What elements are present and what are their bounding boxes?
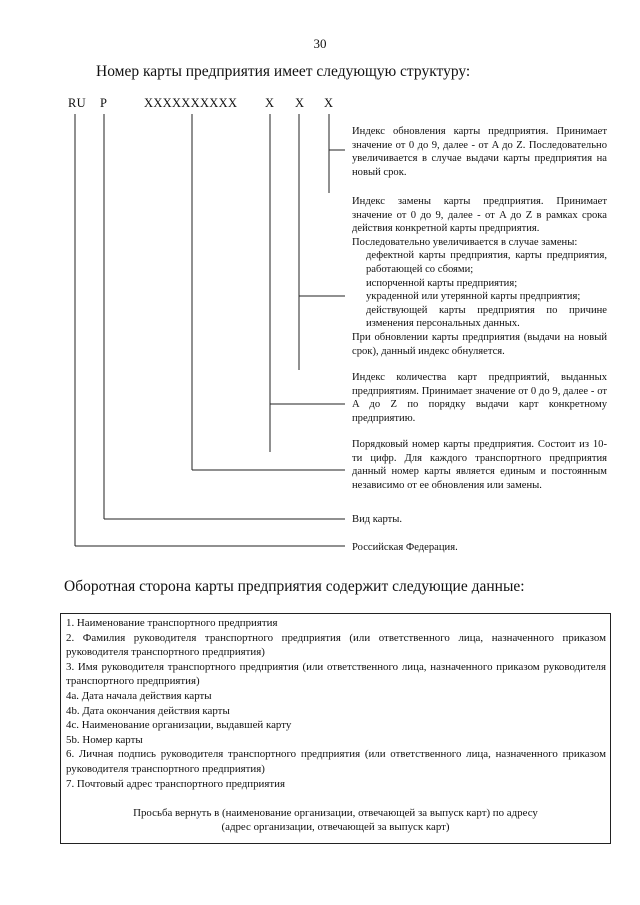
code-type: P <box>100 96 108 110</box>
update-index-description: Индекс обновления карты предприятия. Принимает значение от 0 до 9, далее - от A до Z. Последовательно увеличивается в случае выдачи карты предприятия на новый срок. <box>352 126 607 178</box>
country-description: Российская Федерация. <box>352 542 458 553</box>
back-side-item: 5b. Номер карты <box>66 733 143 746</box>
back-side-list <box>66 616 606 791</box>
return-note-line: Просьба вернуть в (наименование организации, отвечающей за выпуск карт) по адресу <box>133 807 538 819</box>
page-number: 30 <box>313 36 327 51</box>
replacement-intro: Индекс замены карты предприятия. Принимает значение от 0 до 9, далее - от A до Z в рамках срока действия конкретной карты предприятия. <box>352 196 607 235</box>
return-note <box>61 807 610 834</box>
code-update-index: X <box>324 96 334 110</box>
back-side-item: 6. Личная подпись руководителя транспортного предприятия (или ответственного лица, назначенного приказом руководителя транспортного предприятия) <box>66 748 606 775</box>
back-side-item: 4b. Дата окончания действия карты <box>66 704 230 717</box>
back-side-item: 4c. Наименование организации, выдавшей карту <box>66 719 292 732</box>
replacement-outro: При обновлении карты предприятия (выдачи на новый срок), данный индекс обнуляется. <box>352 331 607 357</box>
back-side-item: 4a. Дата начала действия карты <box>66 689 212 702</box>
back-side-heading: Оборотная сторона карты предприятия содержит следующие данные: <box>64 578 525 595</box>
replacement-item: действующей карты предприятия по причине изменения персональных данных. <box>366 304 607 330</box>
structure-heading: Номер карты предприятия имеет следующую структуру: <box>96 63 471 80</box>
replacement-item: украденной или утерянной карты предприятия; <box>366 291 581 303</box>
code-country: RU <box>68 96 86 110</box>
replacement-item: испорченной карты предприятия; <box>366 277 518 289</box>
replacement-index-description <box>352 195 607 358</box>
serial-number-description: Порядковый номер карты предприятия. Состоит из 10-ти цифр. Для каждого транспортного предприятия данный номер карты является единым и постоянным независимо от ее обновления или замены. <box>352 439 607 491</box>
count-index-description: Индекс количества карт предприятий, выданных предприятиям. Принимает значение от 0 до 9, далее - от A до Z по порядку выдачи карт конкретному предприятию. <box>352 372 607 424</box>
card-type-description: Вид карты. <box>352 514 403 525</box>
back-side-item: 2. Фамилия руководителя транспортного предприятия (или ответственного лица, назначенного приказом руководителя транспортного предприятия) <box>66 631 606 659</box>
code-serial: XXXXXXXXXX <box>144 96 238 110</box>
back-side-item: 3. Имя руководителя транспортного предприятия (или ответственного лица, назначенного приказом руководителя транспортного предприятия) <box>66 660 606 688</box>
return-note-line: (адрес организации, отвечающей за выпуск карт) <box>221 820 450 833</box>
back-side-item: 1. Наименование транспортного предприятия <box>66 617 278 629</box>
back-side-box <box>60 613 611 844</box>
replacement-item: дефектной карты предприятия, карты предприятия, работающей со сбоями; <box>366 250 607 275</box>
code-replacement-index: X <box>295 96 305 110</box>
replacement-lead: Последовательно увеличивается в случае замены: <box>352 236 578 248</box>
code-count-index: X <box>265 96 275 110</box>
back-side-item: 7. Почтовый адрес транспортного предприятия <box>66 777 285 790</box>
